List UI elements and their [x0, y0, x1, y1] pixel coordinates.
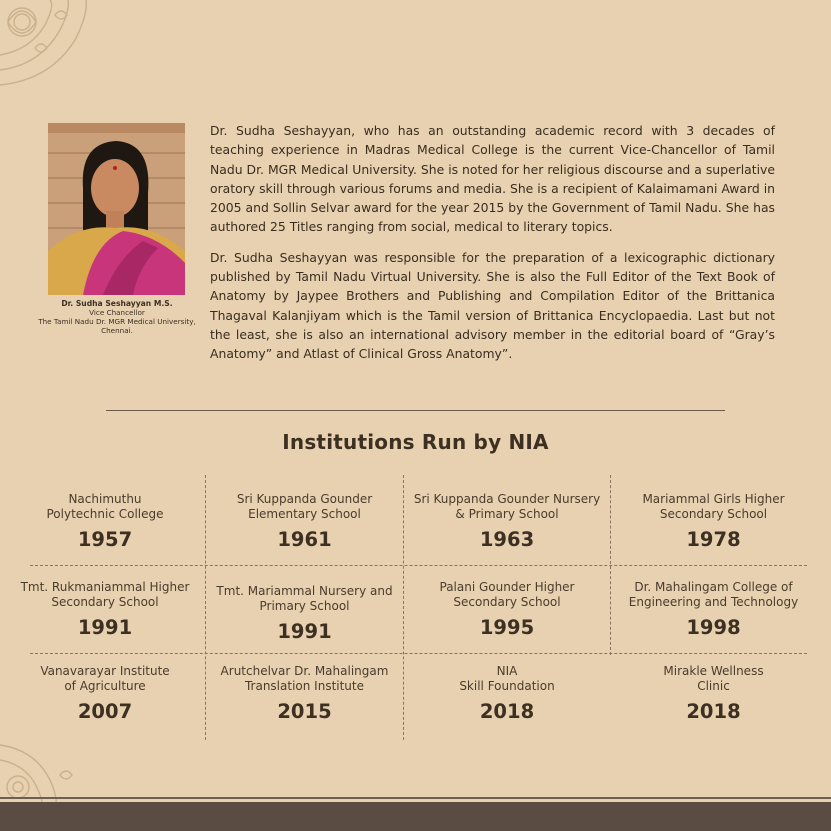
institution-name: Tmt. Rukmaniammal Higher Secondary School	[20, 580, 190, 609]
institution-item	[206, 584, 403, 643]
institution-item	[611, 580, 816, 639]
institution-name: Tmt. Mariammal Nursery and Primary School	[216, 584, 393, 613]
institution-year: 1978	[686, 528, 741, 551]
institution-year: 2018	[686, 700, 741, 723]
grid-separator	[30, 653, 807, 654]
section-title: Institutions Run by NIA	[282, 430, 549, 454]
institution-name: Dr. Mahalingam College of Engineering and Technology	[628, 580, 799, 609]
portrait-image	[48, 123, 185, 295]
corner-ornament-icon	[0, 0, 110, 100]
institution-item	[611, 664, 816, 723]
institution-item	[611, 492, 816, 551]
biography	[210, 121, 775, 375]
institution-name: Palani Gounder Higher Secondary School	[439, 580, 575, 609]
institution-item	[5, 664, 205, 723]
section-divider	[106, 410, 725, 411]
grid-separator	[30, 565, 807, 566]
institution-name: Sri Kuppanda Gounder Nursery & Primary School	[413, 492, 601, 521]
institution-name: Mariammal Girls Higher Secondary School	[642, 492, 785, 521]
institution-year: 1991	[277, 620, 332, 643]
institution-item	[206, 492, 403, 551]
institution-year: 2015	[277, 700, 332, 723]
profile-photo	[48, 123, 185, 295]
institution-item	[404, 664, 610, 723]
profile-name: Dr. Sudha Seshayyan M.S.	[61, 299, 173, 308]
institution-name: Vanavarayar Institute of Agriculture	[40, 664, 170, 693]
profile-title: Vice Chancellor	[89, 308, 145, 317]
institution-year: 1957	[77, 528, 133, 551]
institution-item	[5, 492, 205, 551]
institution-year: 1961	[277, 528, 332, 551]
institution-item	[404, 492, 610, 551]
profile-city: Chennai.	[101, 326, 133, 335]
institutions-grid	[0, 475, 831, 740]
institution-year: 1998	[686, 616, 741, 639]
institution-name: Sri Kuppanda Gounder Elementary School	[236, 492, 373, 521]
institution-year: 1995	[479, 616, 535, 639]
photo-caption	[22, 299, 212, 335]
institution-item	[404, 580, 610, 639]
institution-year: 2018	[479, 700, 535, 723]
institution-name: Nachimuthu Polytechnic College	[46, 492, 164, 521]
profile-university: The Tamil Nadu Dr. MGR Medical University,	[38, 317, 196, 326]
bio-paragraph: Dr. Sudha Seshayyan, who has an outstanding academic record with 3 decades of teaching experience in Madras Medical College is the current Vice-Chancellor of Tamil Nadu Dr. MGR Medical University. She is noted for her religious discourse and a superlative oratory skill through various forums and media. She is a recipient of Kalaimamani Award in 2005 and Sollin Selvar award for the year 2015 by the Government of Tamil Nadu. She has authored 25 Titles ranging from social, medical to literary topics.	[210, 123, 775, 235]
footer-band	[0, 802, 831, 831]
institution-item	[5, 580, 205, 639]
institution-year: 1991	[77, 616, 133, 639]
bio-paragraph: Dr. Sudha Seshayyan was responsible for the preparation of a lexicographic dictionary published by Tamil Nadu Virtual University. She is also the Full Editor of the Text Book of Anatomy by Jaypee Brothers and Publishing and Compilation Editor of the Brittanica Thagaval Kalanjiyam which is the Tamil version of Brittanica Encyclopaedia. Last but not the least, she is also an international advisory member in the editorial board of “Gray’s Anatomy” and Atlast of Clinical Gross Anatomy”.	[210, 249, 775, 362]
institution-name: NIA Skill Foundation	[459, 664, 555, 693]
institution-item	[206, 664, 403, 723]
institution-name: Mirakle Wellness Clinic	[663, 664, 764, 693]
institution-year: 1963	[479, 528, 535, 551]
institution-name: Arutchelvar Dr. Mahalingam Translation Institute	[220, 664, 389, 693]
footer-line	[0, 797, 831, 799]
institution-year: 2007	[77, 700, 133, 723]
